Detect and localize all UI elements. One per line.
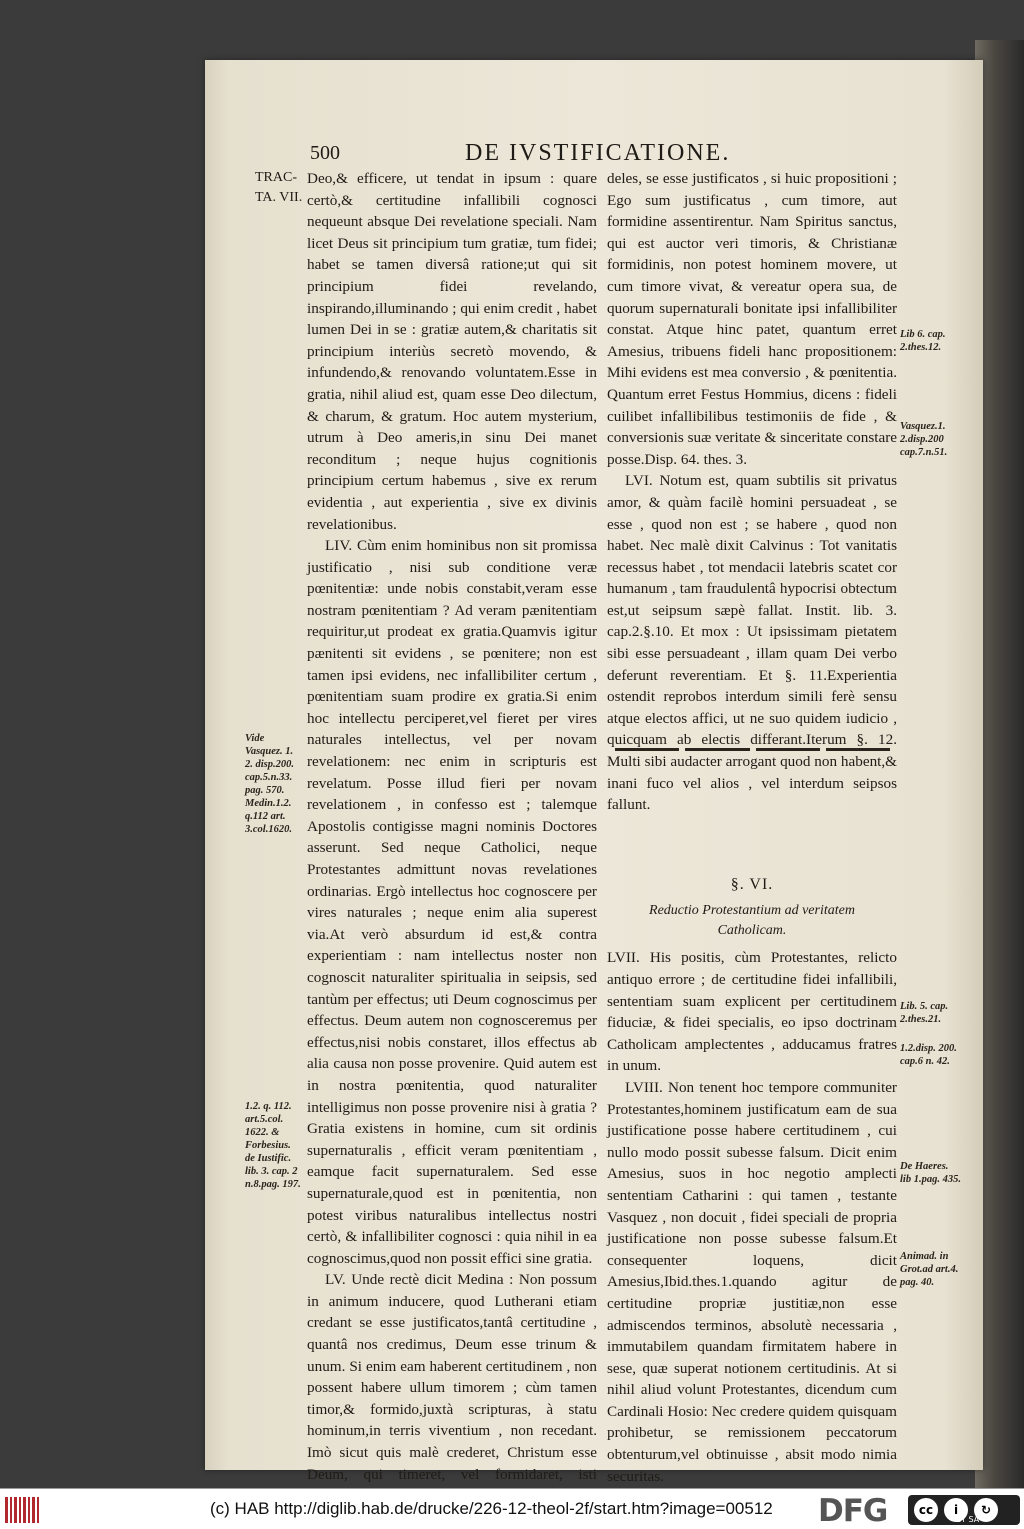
paragraph: Deo,& efficere, ut tendat in ipsum : quare certò,& certitudine infallibili cognosci nequeunt absque Dei revelatione speciali. Nam licet Deus sit principium tum gratiæ, tum fidei; habet se tamen diversâ ratione;ut qui sit principium fidei revelando, inspirando,illuminando ; qui enim credit , habet lumen Dei in se : gratiæ autem,& charitatis sit principium interiùs secretò movendo, & infundendo,& renovando voluntatem.Esse in gratia, nihil aliud est, quam esse Deo dilectum, & charum, & gratum. Hoc autem mysterium, utrum à Deo ameris,in sinu Dei manet reconditum ; neque hujus cognitionis principium certum habemus , sive ex rerum evidentia , aut experientia , sive ex divinis revelationibus. <box>307 170 597 533</box>
right-column <box>607 168 897 1488</box>
license-label: BY SA <box>956 1515 980 1524</box>
section-subtitle: Reductio Protestantium ad veritatem Catholicam. <box>649 903 855 939</box>
paragraph: LVIII. Non tenent hoc tempore communiter Protestantes,hominem justificatum eam de sua justificatione posse habere certitudinem , cui nullo modo possit subesse falsum. Dicit enim Amesius, suos in hoc negotio amplecti sententiam Catharini : qui tamen , testante Vasquez , non docuit , fidei speciali de propria justificatione non posse subesse falsum.Et consequenter loquens, dicit Amesius,Ibid.thes.1.quando agitur de certitudine propriæ justitiæ,non esse admiscendos terminos, absolutè necessaria , immutabilem quandam firmitatem habere in sese, quæ superat notionem certitudinis. At si nihil aliud volunt Protestantes, dicendum cum Cardinali Hosio: Nec credere quidem quisquam prohibetur, se remissionem peccatorum obtenturum,vel obtinuisse , absit modo nimia securitas. <box>607 1078 897 1485</box>
margin-note: Animad. in Grot.ad art.4. pag. 40. <box>900 1251 959 1288</box>
paragraph: LV. Unde rectè dicit Medina : Non possum in animum inducere, quod Lutherani etiam credant se esse justificatos,tantâ certitudine , quantâ nos credimus, Deum esse trinum & unum. Si enim eam haberent certitudinem , non possent habere ullum timorem ; cùm tamen timor,& formido,juxtà scripturas, à statu hominum,in terris viventium , non recedant. Imò sicut quis malè crederet, Christum esse Deum, qui timeret, vel formidaret, isti <box>307 1271 597 1483</box>
cc-icon: cc <box>914 1498 938 1522</box>
paragraph: deles, se esse justificatos , si huic propositioni ; Ego sum justificatus , cum timore, aut formidine assentirentur. Nam Spiritus sanctus, qui est auctor veri timoris, & Christianæ formidinis, non potest hominem movere, ut cum timore vivat, & vereatur opera sua, de quorum supernaturali bonitate ipsi infallibiliter constat. Atque hinc patet, quantum erret Amesius, tribuens fideli hanc propositionem: Mihi evidens est mea conversio , & pœnitentia. Quantum erret Festus Hommius, dicens : fideli cuilibet infallibilibus testimoniis de fide , & conversionis suæ veritate & sinceritate constare posse.Disp. 64. thes. 3. <box>607 170 897 468</box>
section-number: §. VI. <box>730 875 774 893</box>
by-icon: i <box>944 1498 968 1522</box>
source-url[interactable]: (c) HAB http://diglib.hab.de/drucke/226-12-theol-2f/start.htm?image=00512 <box>210 1499 773 1518</box>
margin-note: De Haeres. lib 1.pag. 435. <box>900 1161 961 1185</box>
margin-note: Vasquez.1. 2.disp.200 cap.7.n.51. <box>900 421 948 458</box>
page-number: 500 <box>310 142 340 164</box>
barcode-icon <box>5 1497 39 1523</box>
margin-note: Lib. 5. cap. 2.thes.21. <box>900 1001 949 1025</box>
margin-note: 1.2. q. 112. art.5.col. 1622. & Forbesius. de Iustific. lib. 3. cap. 2 n.8.pag. 197. <box>245 1101 301 1190</box>
paragraph: LVI. Notum est, quam subtilis sit privatus amor, & quàm facilè homini persuadeat , se esse , quod non est ; se habere , quod non habet. Nec malè dixit Calvinus : Tot vanitatis recessus habet , tot mendacii latebris scatet cor humanum , tam fraudulentâ hypocrisi obtectum est,ut seipsum sæpè fallat. Instit. lib. 3. cap.2.§.10. Et mox : Ut ipsissimam pietatem sibi esse persuadeant , illam quam Dei verbo deferunt reverentiam. Et §. 11.Experientia ostendit reprobos interdum simili ferè sensu atque electos affici, ut ne suo quidem iudicio , quicquam ab electis differant.Iterum §. 12. Multi sibi audacter arrogant quod non habent,& inani fuco vel alios , vel interdum seipsos fallunt. <box>607 472 897 814</box>
sa-icon: ↻ <box>974 1498 998 1522</box>
cc-license-badge[interactable] <box>908 1495 1020 1525</box>
section-rule <box>615 748 890 752</box>
margin-note: 1.2.disp. 200. cap.6 n. 42. <box>900 1043 957 1067</box>
dfg-logo: DFG <box>818 1493 888 1529</box>
margin-note: Lib 6. cap. 2.thes.12. <box>900 329 946 353</box>
tract-label: TRAC- TA. VII. <box>255 170 303 205</box>
book-page <box>205 60 983 1485</box>
paragraph: LVII. His positis, cùm Protestantes, relicto antiquo errore ; de certitudine fidei infallibili, sententiam suam explicent per certitudinem fiduciæ, & fidei specialis, eo ipso doctrinam Catholicam amplectentes , adducamus fratres in unum. <box>607 949 897 1075</box>
paragraph: LIV. Cùm enim hominibus non sit promissa justificatio , nisi sub conditione veræ pœnitentiæ: unde nobis constabit,veram esse nostram pœnitentiam ? Ad veram pænitentiam requiritur,ut prodeat ex gratia.Quamvis igitur pænitenti sit evidens , se pœnitere; non est tamen ipsi evidens, nec infallibiliter certum , pœnitentiam suam prodire ex gratia.Si enim hoc intellectu perciperet,vel fieret per vires naturales intellectus, vel per novam revelationem: nec enim in scripturis est revelatum. Posse illud fieri per novam revelationem , in confesso est ; talemque Apostolis contigisse magni nominis Doctores asserunt. Sed neque Catholici, neque Protestantes admittunt novas revelationes ordinarias. Ergò intellectus hoc cognoscere per vires naturales ; neque enim alia superest via.At verò absurdum id est,& contra experientiam : nam intellectus noster non cognoscit naturaliter spiritualia in seipsis, sed tantùm per effectus; uti Deum cognoscimus per effectus. Deum autem non cognosceremus per effectus,nisi nobis constaret, illos effectus ab alia causa non posse provenire. Quid autem est in nostra pœnitentia, quod naturaliter intelligimus non posse provenire nisi à gratia ? Gratia existens in homine, cum sit ordinis supernaturalis , efficit veram pœnitentiam , eamque facit supernaturalem. Sed esse supernaturale,quod est in pœnitentia, non potest viribus naturalibus intellectus nostri certò, & infallibiliter cognosci : quia nihil in ea cognoscimus,quod non possit effici sine gratia. <box>307 537 597 1267</box>
running-head <box>310 140 930 170</box>
running-title: DE IVSTIFICATIONE. <box>465 140 731 166</box>
left-column <box>307 168 597 1488</box>
footer-bar <box>0 1488 1024 1529</box>
margin-note: Vide Vasquez. 1. 2. disp.200. cap.5.n.33. pag. 570. Medin.1.2. q.112 art. 3.col.1620. <box>245 733 295 835</box>
